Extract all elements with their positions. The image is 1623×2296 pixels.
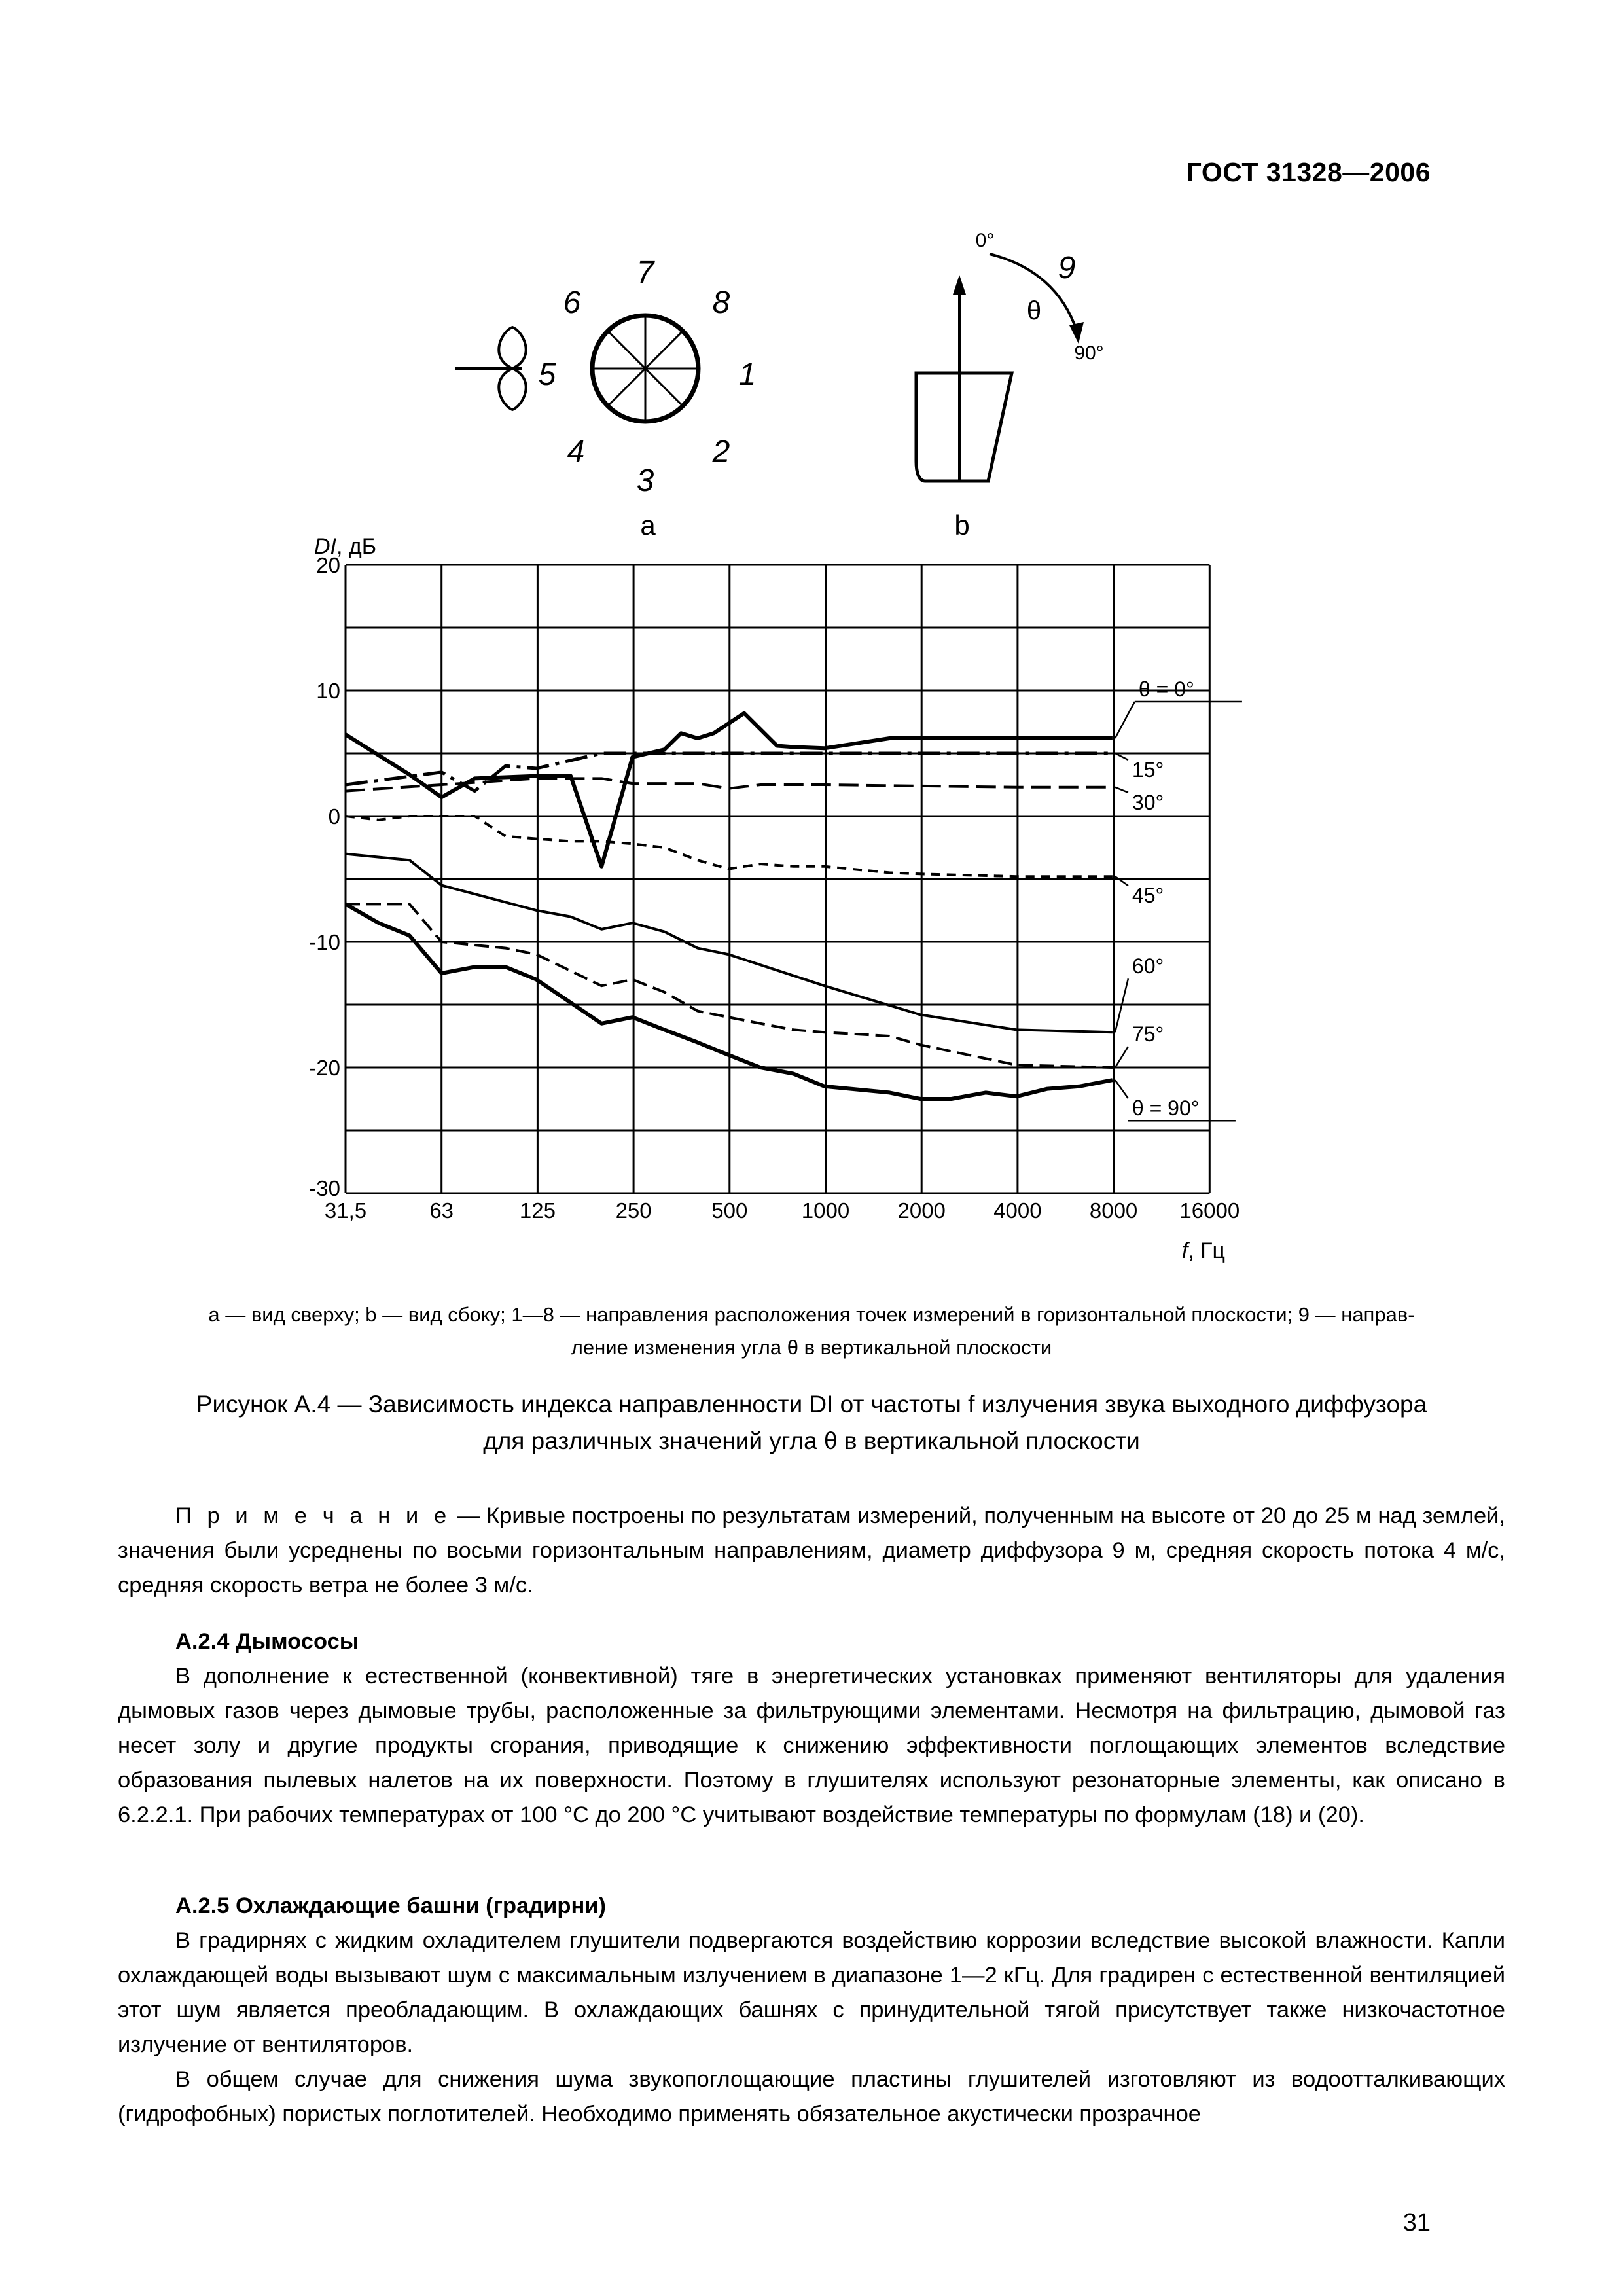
x-tick-label: 1000 [801,1198,850,1223]
section-a24 [118,1624,1505,1833]
figure-legend-line: ление изменения угла θ в вертикальной плоскости [571,1336,1052,1359]
figure-title-line: Рисунок А.4 — Зависимость индекса направленности DI от частоты f излучения звука выходного диффузора [196,1391,1427,1418]
angle-start-label: 0° [975,230,995,251]
section-paragraph: В общем случае для снижения шума звукопоглощающие пластины глушителей изготовляют из водоотталкивающих (гидрофобных) пористых поглотителей. Необходимо применять обязательное акустически прозрачное [118,2067,1505,2126]
side-view-diagram [916,230,1104,541]
series-label: θ = 90° [1132,1096,1200,1121]
x-tick-label: 63 [429,1198,454,1223]
series-callout-line [1115,876,1128,886]
series-callout-line [1115,1080,1128,1098]
x-tick-label: 4000 [993,1198,1042,1223]
top-view-diagram [455,255,756,541]
diffuser-outline [916,373,1012,481]
series-label: 60° [1132,954,1164,978]
angle-end-label: 90° [1074,342,1104,364]
direction-number-9: 9 [1058,251,1076,285]
chart-series-labels [1115,677,1242,1121]
figure-note [118,1499,1505,1603]
x-tick-label: 125 [519,1198,556,1223]
x-tick-label: 16000 [1179,1198,1240,1223]
direction-number-7: 7 [636,255,654,290]
direction-number-4: 4 [567,435,585,469]
note-text: — Кривые построены по результатам измерений, полученным на высоте от 20 до 25 м над землей, значения были усреднены по восьми горизонтальным направлениям, диаметр диффузора 9 м, средняя скорость потока 4 м/с, средняя скорость ветра не более 3 м/с. [118,1503,1505,1598]
page-number: 31 [1402,2209,1431,2236]
x-tick-label: 500 [711,1198,748,1223]
section-heading: А.2.5 Охлаждающие башни (градирни) [175,1893,606,1918]
x-axis-label: f, Гц [1181,1238,1225,1263]
side-view-label: b [954,510,970,541]
note-prefix: П р и м е ч а н и е [175,1503,452,1528]
section-paragraph: В дополнение к естественной (конвективной) тяге в энергетических установках применяют вентиляторы для удаления дымовых газов через дымовые трубы, расположенные за фильтрующими элементами. Несмотря на фильтрацию, дымовой газ несет золу и другие продукты сгорания, приводящие к снижению эффективности поглощающих элементов вследствие образования пылевых налетов на их поверхности. Поэтому в глушителях используют резонаторные элементы, как описано в 6.2.2.1. При рабочих температурах от 100 °С до 200 °С учитывают воздействие температуры по формулам (18) и (20). [118,1664,1505,1827]
figure-legend [118,1299,1505,1364]
series-label: 15° [1132,758,1164,781]
arc-arrow-icon [1069,322,1084,344]
x-tick-label: 31,5 [324,1198,367,1223]
series-label: θ = 0° [1138,677,1194,701]
y-tick-label: -10 [309,930,340,954]
y-tick-label: -30 [309,1176,340,1200]
y-tick-label: 0 [328,804,340,829]
series-callout-line [1115,702,1135,738]
direction-number-1: 1 [738,357,757,392]
direction-number-3: 3 [636,463,654,498]
figure-legend-line: a — вид сверху; b — вид сбоку; 1—8 — направления расположения точек измерений в горизонтальной плоскости; 9 — направ- [208,1303,1415,1326]
series-label: 30° [1132,790,1164,814]
section-paragraph: В градирнях с жидким охладителем глушители подвергаются воздействию коррозии вследствие высокой влажности. Капли охлаждающей воды вызывают шум с максимальным излучением в диапазоне 1—2 кГц. Для градирен с естественной вентиляцией этот шум является преобладающим. В охлаждающих башнях с принудительной тягой присутствует также низкочастотное излучение от вентиляторов. [118,1928,1505,2057]
y-axis-label: DI, дБ [314,534,377,559]
direction-number-2: 2 [712,435,730,469]
y-tick-label: 10 [316,679,340,703]
document-header: ГОСТ 31328—2006 [1186,157,1431,187]
series-label: 75° [1132,1022,1164,1046]
section-heading: А.2.4 Дымососы [175,1629,359,1654]
up-arrow-icon [953,275,966,295]
direction-number-5: 5 [538,357,556,392]
top-view-label: a [640,510,656,541]
theta-symbol: θ [1026,296,1042,325]
series-callout-line [1115,1047,1128,1067]
directivity-chart [309,534,1242,1263]
direction-number-8: 8 [712,285,730,320]
figure-title [118,1386,1505,1460]
x-tick-label: 8000 [1089,1198,1138,1223]
direction-number-6: 6 [563,285,581,320]
series-label: 45° [1132,884,1164,908]
section-a25 [118,1889,1505,2132]
figure-title-line: для различных значений угла θ в вертикальной плоскости [483,1427,1140,1454]
x-tick-label: 2000 [897,1198,946,1223]
x-tick-label: 250 [615,1198,652,1223]
y-tick-label: -20 [309,1056,340,1080]
chart-grid [346,565,1209,1193]
series-callout-line [1115,787,1128,793]
y-tick-label: 20 [316,553,340,577]
